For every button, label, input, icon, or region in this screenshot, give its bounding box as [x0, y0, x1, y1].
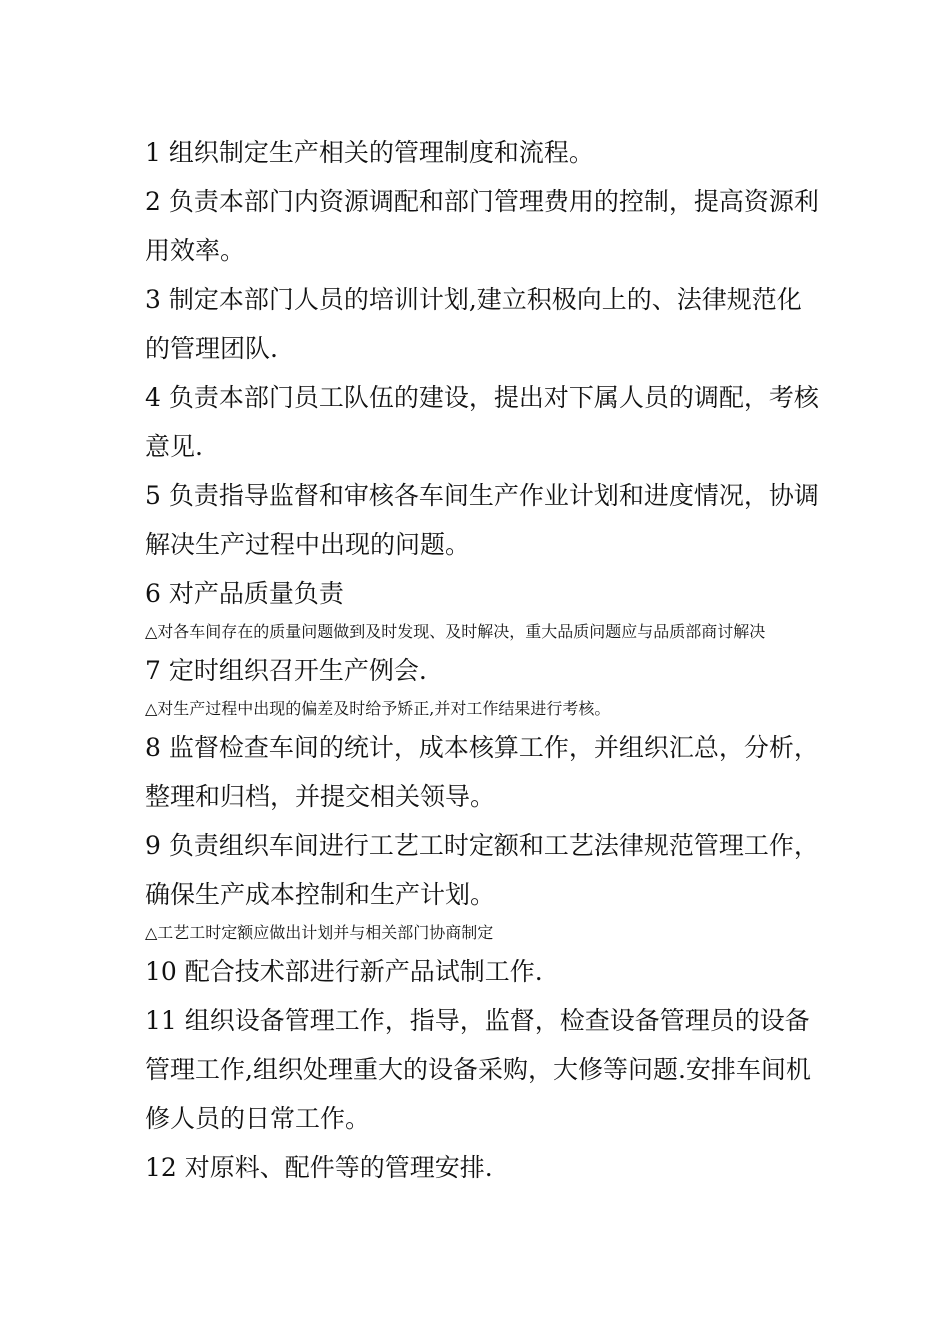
- paragraph-5: 5 负责指导监督和审核各车间生产作业计划和进度情况，协调解决生产过程中出现的问题。: [145, 481, 819, 559]
- paragraph-4: 4 负责本部门员工队伍的建设，提出对下属人员的调配，考核意见.: [145, 383, 819, 461]
- note-process-quota: △工艺工时定额应做出计划并与相关部门协商制定: [145, 923, 494, 942]
- paragraph-6: 6 对产品质量负责: [145, 579, 344, 608]
- paragraph-2: 2 负责本部门内资源调配和部门管理费用的控制，提高资源利用效率。: [145, 187, 819, 265]
- paragraph-9: 9 负责组织车间进行工艺工时定额和工艺法律规范管理工作，确保生产成本控制和生产计划。: [145, 831, 819, 909]
- note-quality: △对各车间存在的质量问题做到及时发现、及时解决，重大品质问题应与品质部商讨解决: [145, 622, 766, 641]
- paragraph-7: 7 定时组织召开生产例会.: [145, 656, 427, 685]
- paragraph-3: 3 制定本部门人员的培训计划,建立积极向上的、法律规范化的管理团队.: [145, 285, 802, 363]
- paragraph-8: 8 监督检查车间的统计，成本核算工作，并组织汇总，分析，整理和归档，并提交相关领导。: [145, 733, 819, 811]
- paragraph-10: 10 配合技术部进行新产品试制工作.: [145, 957, 543, 986]
- paragraph-12: 12 对原料、配件等的管理安排.: [145, 1153, 493, 1182]
- note-deviation: △对生产过程中出现的偏差及时给予矫正,并对工作结果进行考核。: [145, 699, 611, 718]
- paragraph-11: 11 组织设备管理工作，指导，监督，检查设备管理员的设备管理工作,组织处理重大的设备采购，大修等问题.安排车间机修人员的日常工作。: [145, 1006, 811, 1133]
- paragraph-1: 1 组织制定生产相关的管理制度和流程。: [145, 138, 594, 167]
- document-body: [145, 128, 825, 1192]
